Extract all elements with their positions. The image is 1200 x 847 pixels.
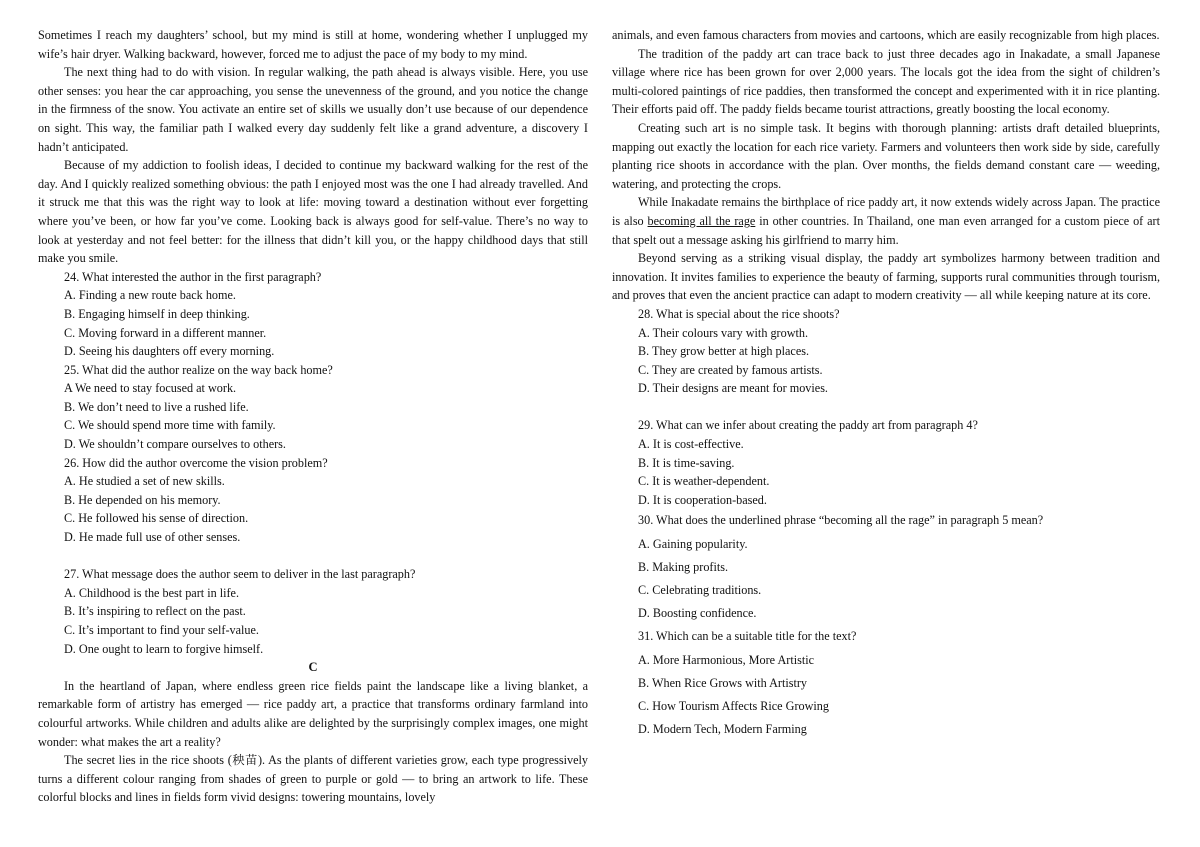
left-column <box>38 26 588 807</box>
q29-option-d: D. It is cooperation-based. <box>638 492 767 507</box>
q25-option-b: B. We don’t need to live a rushed life. <box>64 399 249 414</box>
q26-option-d: D. He made full use of other senses. <box>64 530 241 545</box>
q28-option-a: A. Their colours vary with growth. <box>638 325 809 340</box>
passage-c-paragraph-4: Creating such art is no simple task. It begins with thorough planning: artists draft detailed blueprints, mapping out exactly the location for each rice variety. Farmers and volunteers then work side by side, carefully planting rice shoots in accordance with the plan. Over months, the fields demand constant care — weeding, watering, and protecting the crops. <box>612 120 1160 191</box>
q30-option-c: C. Celebrating traditions. <box>638 583 762 598</box>
q24-option-d: D. Seeing his daughters off every morning. <box>64 344 275 359</box>
q31-option-d: D. Modern Tech, Modern Farming <box>638 722 807 737</box>
passage-c-paragraph-6: Beyond serving as a striking visual display, the paddy art symbolizes harmony between tradition and innovation. It invites families to experience the beauty of farming, supports rural communities through tourism, and proves that even the ancient practice can adapt to modern creativity — all while keeping nature at its core. <box>612 251 1160 303</box>
q28-option-c: C. They are created by famous artists. <box>638 362 823 377</box>
question-27: 27. What message does the author seem to deliver in the last paragraph? <box>64 567 416 582</box>
q25-option-a: A We need to stay focused at work. <box>64 381 237 396</box>
section-label: C <box>308 660 318 675</box>
q30-option-a: A. Gaining popularity. <box>638 536 748 551</box>
question-24: 24. What interested the author in the first paragraph? <box>64 269 322 284</box>
q26-option-b: B. He depended on his memory. <box>64 492 221 507</box>
q31-option-a: A. More Harmonious, More Artistic <box>638 652 815 667</box>
passage-c-paragraph-5 <box>612 193 1160 249</box>
q25-option-c: C. We should spend more time with family. <box>64 418 276 433</box>
question-25: 25. What did the author realize on the way back home? <box>64 362 333 377</box>
passage-b-paragraph-2: The next thing had to do with vision. In regular walking, the path ahead is always visible. Here, you use other senses: you hear the car approaching, you sense the unevenness of the ground, and you notice the change in the firmness of the snow. You activate an entire set of skills we usually don’t use because of our dependence on sight. This way, the familiar path I walked every day suddenly felt like a grand adventure, a discovery I hadn’t anticipated. <box>38 65 588 154</box>
q31-option-b: B. When Rice Grows with Artistry <box>638 675 808 690</box>
passage-c-paragraph-2: The secret lies in the rice shoots (秧苗). As the plants of different varieties grow, each type progressively turns a different colour ranging from shades of green to purple or gold — to bring an artwork to life. These colorful blocks and lines in fields form vivid designs: towering mountains, lovely <box>38 753 588 805</box>
q29-option-a: A. It is cost-effective. <box>638 437 744 452</box>
q24-option-b: B. Engaging himself in deep thinking. <box>64 306 250 321</box>
q26-option-c: C. He followed his sense of direction. <box>64 511 249 526</box>
question-30: 30. What does the underlined phrase “becoming all the rage” in paragraph 5 mean? <box>638 513 1044 528</box>
question-28: 28. What is special about the rice shoots? <box>638 306 840 321</box>
q25-option-d: D. We shouldn’t compare ourselves to others. <box>64 437 286 452</box>
q30-option-b: B. Making profits. <box>638 559 729 574</box>
question-31: 31. Which can be a suitable title for the text? <box>638 629 857 644</box>
q28-option-d: D. Their designs are meant for movies. <box>638 381 828 396</box>
q28-option-b: B. They grow better at high places. <box>638 344 810 359</box>
q27-option-a: A. Childhood is the best part in life. <box>64 585 240 600</box>
q24-option-a: A. Finding a new route back home. <box>64 288 236 303</box>
passage-c-paragraph-3: The tradition of the paddy art can trace back to just three decades ago in Inakadate, a small Japanese village where rice has been grown for over 2,000 years. The locals got the idea from the sight of children’s multi-colored paintings of rice paddies, then transformed the concept and experimented with it in rice planting. Their efforts paid off. The paddy fields became tourist attractions, greatly boosting the local economy. <box>612 46 1160 117</box>
q29-option-b: B. It is time-saving. <box>638 455 735 470</box>
paragraph-5-text-after: in other countries. In Thailand, one man even arranged for a custom piece of art that spelt out a message asking his girlfriend to marry him. <box>612 213 1160 247</box>
q30-option-d: D. Boosting confidence. <box>638 606 757 621</box>
q27-option-b: B. It’s inspiring to reflect on the past. <box>64 604 246 619</box>
q29-option-c: C. It is weather-dependent. <box>638 474 770 489</box>
paragraph-5-text-before: While Inakadate remains the birthplace of rice paddy art, it now extends widely across Japan. The practice is also <box>612 195 1160 228</box>
passage-c-paragraph-1: In the heartland of Japan, where endless green rice fields paint the landscape like a living blanket, a remarkable form of artistry has emerged — rice paddy art, a practice that transforms ordinary farmland into colourful artworks. While children and adults alike are delighted by the surprisingly complex images, one might wonder: what makes the art a reality? <box>38 678 588 749</box>
underlined-phrase: becoming all the rage <box>647 213 756 228</box>
right-column <box>612 26 1160 741</box>
question-26: 26. How did the author overcome the vision problem? <box>64 455 328 470</box>
spacer <box>38 547 588 566</box>
passage-b-paragraph-3: Because of my addiction to foolish ideas, I decided to continue my backward walking for the rest of the day. And I quickly realized something obvious: the path I enjoyed most was the one I had already travelled. And it struck me that this was the right way to look at life: moving toward a destination without ever forgetting where you’ve been, or how far you’ve come. Looking back is always good for self-value. There’s no way to look at yesterday and not feel better: for the illness that didn’t kill you, or the happy childhood days that still make you smile. <box>38 158 588 266</box>
passage-b-paragraph-1: Sometimes I reach my daughters’ school, but my mind is still at home, wondering whether I unplugged my wife’s hair dryer. Walking backward, however, forced me to adjust the pace of my body to my mind. <box>38 28 588 61</box>
q31-option-c: C. How Tourism Affects Rice Growing <box>638 699 829 714</box>
question-29: 29. What can we infer about creating the paddy art from paragraph 4? <box>638 418 978 433</box>
spacer <box>612 398 1160 417</box>
q27-option-d: D. One ought to learn to forgive himself. <box>64 641 264 656</box>
q26-option-a: A. He studied a set of new skills. <box>64 474 225 489</box>
passage-c-paragraph-2-continued: animals, and even famous characters from movies and cartoons, which are easily recognizable from high places. <box>612 28 1160 42</box>
q27-option-c: C. It’s important to find your self-value. <box>64 623 259 637</box>
q24-option-c: C. Moving forward in a different manner. <box>64 325 267 340</box>
